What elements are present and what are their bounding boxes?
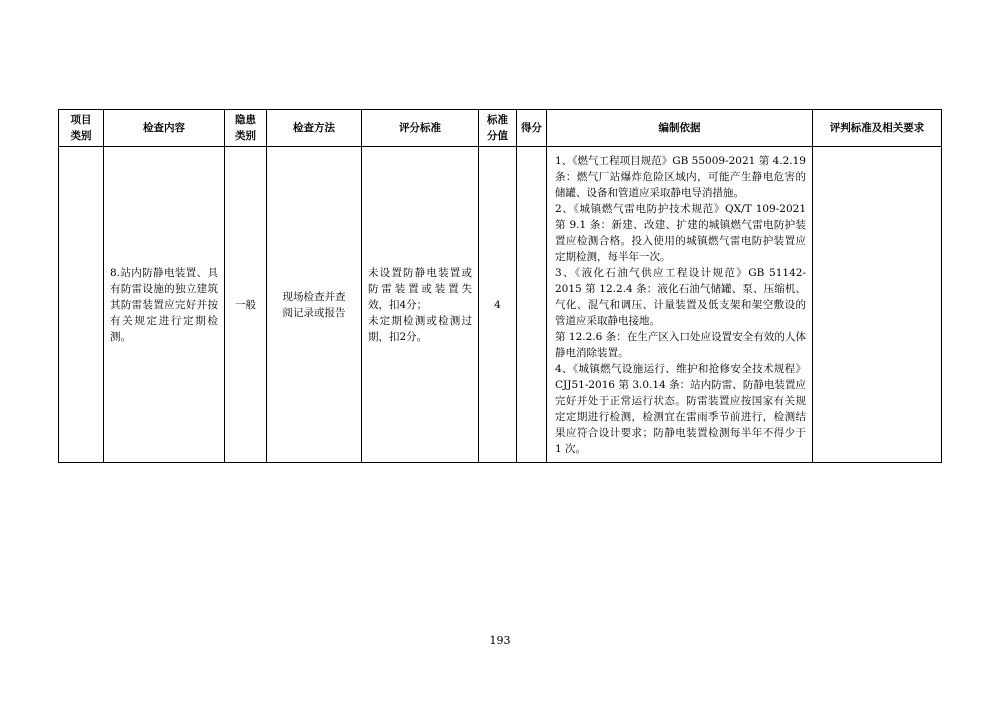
score-cell <box>517 147 547 463</box>
header-hazard-type: 隐患类别 <box>225 110 267 147</box>
page-number: 193 <box>489 634 511 647</box>
header-row <box>59 110 942 147</box>
header-project-type: 项目类别 <box>59 110 104 147</box>
check-method-cell <box>267 147 362 463</box>
basis-cell <box>547 147 813 463</box>
project-type-cell <box>59 147 104 463</box>
header-check-content: 检查内容 <box>104 110 225 147</box>
inspection-table <box>58 109 942 463</box>
table-row <box>59 147 942 463</box>
check-content-cell: 8.站内防静电装置、具有防雷设施的独立建筑其防雷装置应完好并按有关规定进行定期检测。 <box>104 147 225 463</box>
scoring-standard-cell <box>362 147 479 463</box>
header-requirements: 评判标准及相关要求 <box>813 110 942 147</box>
check-method-text: 现场检查并查阅记录或报告 <box>282 290 346 319</box>
basis-paragraph: 3、《液化石油气供应工程设计规范》GB 51142-2015 第 12.2.4 条：液化石油气储罐、泵、压缩机、气化、混气和调压、计量装置及低支架和架空敷设的管道应采取静电接地。 <box>555 266 806 327</box>
basis-paragraph: 2、《城镇燃气雷电防护技术规范》QX/T 109-2021 第 9.1 条：新建、改建、扩建的城镇燃气雷电防护装置应检测合格。投入使用的城镇燃气雷电防护装置应定期检测，每半年一次。 <box>555 202 806 263</box>
standard-score-cell: 4 <box>479 147 517 463</box>
scoring-item: 未设置防静电装置或防雷装置或装置失效，扣4分； <box>368 266 472 311</box>
scoring-item: 未定期检测或检测过期，扣2分。 <box>368 314 472 343</box>
basis-paragraph: 4、《城镇燃气设施运行、维护和抢修安全技术规程》CJJ51-2016 第 3.0.14 条：站内防雷、防静电装置应完好并处于正常运行状态。防雷装置应按国家有关规定定期进行检测，检测宜在雷雨季节前进行，检测结果应符合设计要求；防静电装置检测每半年不得少于 1 次。 <box>555 362 806 455</box>
header-scoring-standard: 评分标准 <box>362 110 479 147</box>
basis-paragraph: 1、《燃气工程项目规范》GB 55009-2021 第 4.2.19 条：燃气厂站爆炸危险区域内，可能产生静电危害的储罐、设备和管道应采取静电导消措施。 <box>555 154 806 199</box>
hazard-type-cell: 一般 <box>225 147 267 463</box>
requirements-cell <box>813 147 942 463</box>
header-basis: 编制依据 <box>547 110 813 147</box>
header-score: 得分 <box>517 110 547 147</box>
header-check-method: 检查方法 <box>267 110 362 147</box>
basis-paragraph: 第 12.2.6 条：在生产区入口处应设置安全有效的人体静电消除装置。 <box>555 330 806 359</box>
header-standard-score: 标准分值 <box>479 110 517 147</box>
